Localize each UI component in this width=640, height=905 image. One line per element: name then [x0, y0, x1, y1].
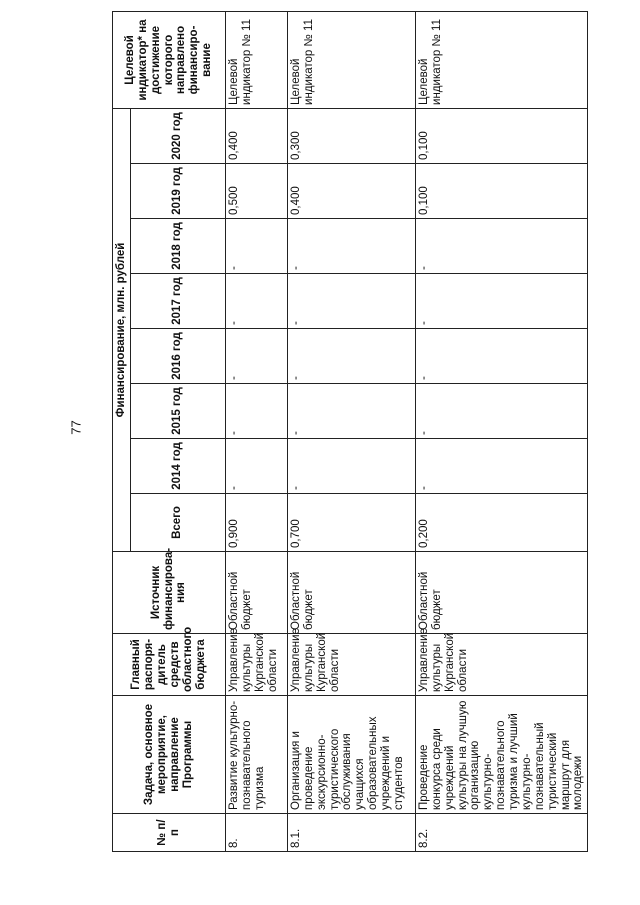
header-total: Всего	[130, 494, 225, 552]
row-year-value: -	[415, 274, 587, 329]
row-year-value: -	[225, 274, 287, 329]
row-total: 0,200	[415, 494, 587, 552]
row-indicator: Целевой индикатор № 11	[287, 11, 415, 108]
table-row	[415, 11, 587, 851]
header-year: 2020 год	[130, 108, 225, 163]
row-year-value: -	[415, 439, 587, 494]
header-year: 2019 год	[130, 164, 225, 219]
page-number: 77	[68, 420, 84, 435]
header-admin: Главный распоря-дитель средств областного бюджета	[113, 634, 226, 696]
row-indicator: Целевой индикатор № 11	[225, 11, 287, 108]
row-year-value: -	[287, 274, 415, 329]
header-task: Задача, основное мероприятие, направление Программы	[113, 696, 226, 814]
row-year-value: 0,400	[287, 164, 415, 219]
rotated-table-container	[112, 19, 585, 852]
header-source: Источник финансирова-ния	[113, 552, 226, 634]
row-year-value: -	[287, 384, 415, 439]
row-year-value: -	[415, 219, 587, 274]
header-year: 2014 год	[130, 439, 225, 494]
row-year-value: 0,500	[225, 164, 287, 219]
row-total: 0,900	[225, 494, 287, 552]
row-year-value: 0,300	[287, 108, 415, 163]
row-task: Проведение конкурса среди учреждений культуры на лучшую организацию культурно-познавательного туризма и лучший культурно-познавательный туристический маршрут для молодежи	[415, 696, 587, 814]
header-year: 2015 год	[130, 384, 225, 439]
row-year-value: -	[415, 329, 587, 384]
row-year-value: -	[415, 384, 587, 439]
row-year-value: -	[287, 219, 415, 274]
row-indicator: Целевой индикатор № 11	[415, 11, 587, 108]
header-num: № п/п	[113, 814, 226, 852]
header-indicator: Целевой индикатор* на достижение которого направлено финансиро-вание	[113, 11, 226, 108]
row-num: 8.1.	[287, 814, 415, 852]
table-row	[225, 11, 287, 851]
row-year-value: -	[225, 219, 287, 274]
financing-table	[112, 11, 588, 852]
row-year-value: 0,100	[415, 108, 587, 163]
header-year: 2016 год	[130, 329, 225, 384]
row-admin: Управление культуры Курганской области	[287, 634, 415, 696]
row-year-value: -	[225, 439, 287, 494]
row-source: Областной бюджет	[287, 552, 415, 634]
row-year-value: -	[225, 329, 287, 384]
row-year-value: 0,100	[415, 164, 587, 219]
row-total: 0,700	[287, 494, 415, 552]
row-num: 8.	[225, 814, 287, 852]
row-task: Развитие культурно-познавательного туризма	[225, 696, 287, 814]
row-year-value: 0,400	[225, 108, 287, 163]
row-source: Областной бюджет	[225, 552, 287, 634]
row-num: 8.2.	[415, 814, 587, 852]
header-year: 2017 год	[130, 274, 225, 329]
row-year-value: -	[287, 329, 415, 384]
row-source: Областной бюджет	[415, 552, 587, 634]
table-row	[287, 11, 415, 851]
row-admin: Управление культуры Курганской области	[225, 634, 287, 696]
row-year-value: -	[287, 439, 415, 494]
row-task: Организация и проведение экскурсионно-туристического обслуживания учащихся образовательных учреждений и студентов	[287, 696, 415, 814]
row-admin: Управление культуры Курганской области	[415, 634, 587, 696]
header-financing: Финансирование, млн. рублей	[113, 108, 131, 551]
row-year-value: -	[225, 384, 287, 439]
header-year: 2018 год	[130, 219, 225, 274]
